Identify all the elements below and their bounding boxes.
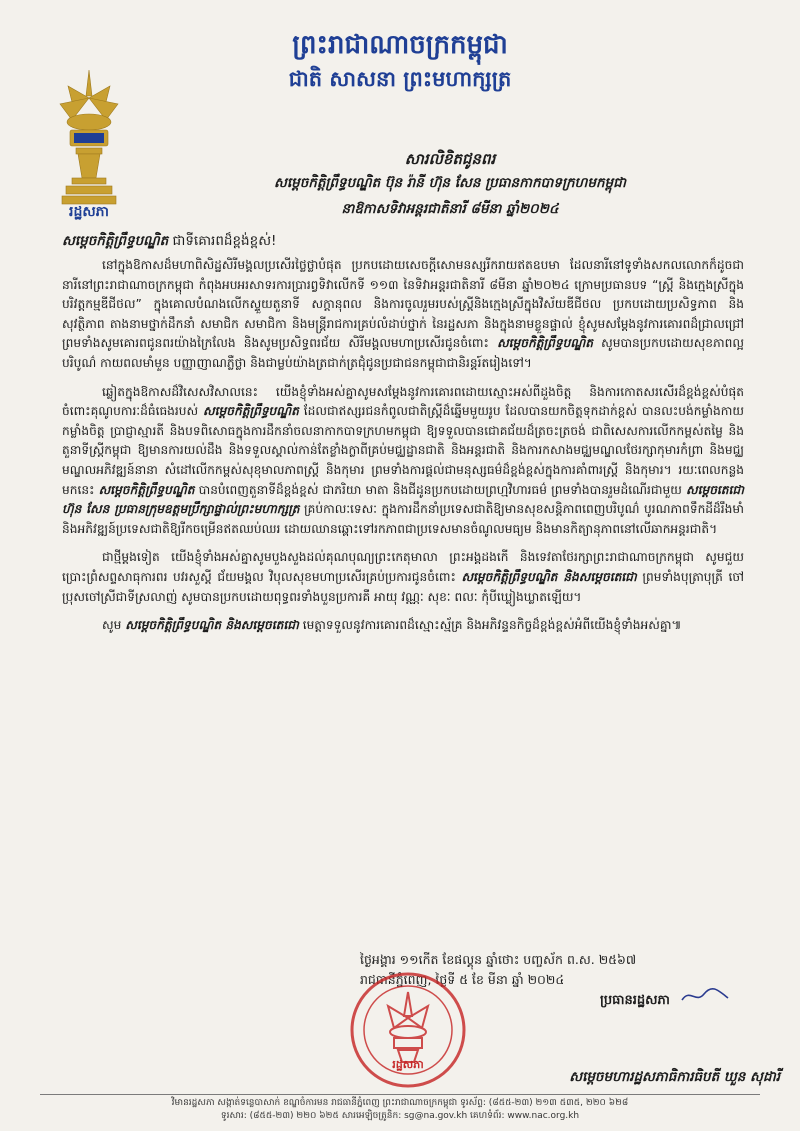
- footer-address: វិមានរដ្ឋសភា សង្កាត់ទន្លេបាសាក់ ខណ្ឌចំការមន រាជធានីភ្នំពេញ ព្រះរាជាណាចក្រកម្ពុជា ទូរស័ព្ទ: (៨៥៥-២៣) ២១៣ ៥៣៥, ២២០ ៦២៨: [171, 1098, 629, 1108]
- honorific-name: សម្តេចកិត្តិព្រឹទ្ធបណ្ឌិត: [497, 336, 593, 351]
- document-title: សារលិខិតជូនពរ: [404, 150, 496, 168]
- document-occasion: នាឱកាសទិវាអន្តរជាតិនារី ៨មីនា ឆ្នាំ២០២៤: [341, 201, 559, 217]
- document-recipient: សម្តេចកិត្តិព្រឹទ្ធបណ្ឌិត ប៊ុន រ៉ានី ហ៊ុន សែន ប្រធានកាកបាទក្រហមកម្ពុជា: [274, 175, 626, 191]
- honorific-name: សម្តេចតេជោ ហ៊ុន សែន ប្រធានក្រុមឧត្តមប្រឹក្សាផ្ទាល់ព្រះមហាក្សត្រ: [62, 482, 745, 517]
- seal-label: រដ្ឋសភា: [392, 1058, 424, 1071]
- kingdom-title: ព្រះរាជាណាចក្រកម្ពុជា: [292, 30, 508, 60]
- paragraph: [62, 256, 744, 374]
- footer-divider: [40, 1094, 760, 1095]
- national-motto: ជាតិ សាសនា ព្រះមហាក្សត្រ: [288, 66, 512, 91]
- footer: [40, 1097, 760, 1123]
- handwritten-signature: [680, 986, 730, 1006]
- honorific-name: សម្តេចកិត្តិព្រឹទ្ធបណ្ឌិត: [98, 482, 195, 497]
- paragraph-text: បានបំពេញតួនាទីដ៏ខ្ពង់ខ្ពស់ ជាភរិយា មាតា និងជីដូនប្រកបដោយព្រហ្មវិហារធម៌ ព្រមទាំងបានរួមដំណើរជាមួយ: [194, 482, 686, 497]
- paragraph-text: នៅក្នុងឱកាសដ៏មហាពិសិដ្ឋសិរីមង្គលប្រសើរថ្លៃថ្លាបំផុត ប្រកបដោយសេចក្តីសោមនស្សរីករាយឥតឧបមា ដែលនារីនៅទូទាំងសកលលោកក៏ដូចជានារីនៅព្រះរាជាណាចក្រកម្ពុជា កំពុងអបអរសាទរការប្រារព្វទិវាលើកទី ១១៣ នៃទិវាអន្តរជាតិនារី ៨មីនា ឆ្នាំ២០២៤ ក្រោមប្រធានបទ “ស្ត្រី និងក្មេងស្រីក្នុងបរិវត្តកម្មឌីជីថល” ក្នុងគោលបំណងលើកស្ទួយតួនាទី សក្តានុពល និងការចូលរួមរបស់ស្ត្រីនិងក្មេងស្រីក្នុងវិស័យឌីជីថល ប្រកបដោយប្រសិទ្ធភាព និងសុវត្ថិភាព តាងនាមថ្នាក់ដឹកនាំ សមាជិក សមាជិកា និងមន្ត្រីរាជការគ្រប់លំដាប់ថ្នាក់ នៃរដ្ឋសភា និងក្នុងនាមខ្លួនផ្ទាល់ ខ្ញុំសូមសម្តែងនូវការគោរពដ៏ជ្រាលជ្រៅ ព្រមទាំងសូមគោរពជូនពរយ៉ាងក្រៃលែង និងសូមប្រសិទ្ធពរជ័យ សិរីមង្គលមហាប្រសើរជូនចំពោះ: [62, 258, 744, 351]
- honorific-name: សម្តេចកិត្តិព្រឹទ្ធបណ្ឌិត និងសម្តេចតេជោ: [125, 618, 299, 633]
- solar-date: រាជធានីភ្នំពេញ, ថ្ងៃទី ៥ ខែ មីនា ឆ្នាំ ២០២៤: [360, 972, 565, 987]
- paragraph-text: គ្រប់កាលៈទេសៈ ក្នុងការដឹកនាំប្រទេសជាតិឱ្យមានសុខសន្តិភាពពេញបរិបូណ៌ បូរណភាពទឹកដីដ៏រឹងមាំ និងអភិវឌ្ឍន៍ប្រទេសជាតិឱ្យរីកចម្រើនឥតឈប់ឈរ ដោយឈានឆ្ពោះទៅរកភាពជាប្រទេសមានចំណូលមធ្យម និងមានកិត្យានុភាពនៅលើឆាកអន្តរជាតិ។: [62, 502, 744, 536]
- letter-body: [62, 256, 744, 645]
- paragraph-text: សូម: [102, 618, 126, 633]
- paragraph-text: សូមបានប្រកបដោយសុខភាពល្អបរិបូណ៌ កាយពលមាំមួន បញ្ញាញាណភ្លឺថ្លា និងជាម្លប់យ៉ាងត្រជាក់ត្រជុំជូនប្រជាជនកម្ពុជាជានិរន្តរ៍តរៀងទៅ។: [62, 336, 744, 370]
- salutation-name: សម្តេចកិត្តិព្រឹទ្ធបណ្ឌិត: [62, 233, 169, 249]
- lunar-date: ថ្ងៃអង្គារ ១១កើត ខែផល្គុន ឆ្នាំថោះ បញ្ចស័ក ព.ស. ២៥៦៧: [360, 952, 637, 967]
- paragraph-text: ដែលជាឥស្សរជនកំពូលជាតិស្ត្រីដ៏ឆ្នើមមួយរូប ដែលបានយកចិត្តទុកដាក់ខ្ពស់ បានលះបង់កម្លាំងកាយ កម្លាំងចិត្ត ប្រាជ្ញាស្មារតី និងបទពិសោធក្នុងការដឹកនាំចលនាកាកបាទក្រហមកម្ពុជា ឱ្យទទួលបានជោគជ័យដ៏ត្រចះត្រចង់ ជាពិសេសការលើកកម្ពស់តម្លៃ និងតួនាទីស្ត្រីកម្ពុជា ឱ្យមានការយល់ដឹង និងទទួលស្គាល់កាន់តែខ្លាំងក្លាពីគ្រប់មជ្ឈដ្ឋានជាតិ និងអន្តរជាតិ និងការកសាងមជ្ឈមណ្ឌលថែរក្សាកុមារកំព្រា និងមជ្ឈមណ្ឌលអភិវឌ្ឍន៍នានា សំដៅលើកកម្ពស់សុខុមាលភាពស្ត្រី និងកុមារ ព្រមទាំងការផ្តល់ជាមនុស្សធម៌ដ៏ខ្ពង់ខ្ពស់ក្នុងការគាំពារស្ត្រី និងកុមារ។ រយៈពេលកន្លងមកនេះ: [62, 404, 744, 497]
- signatory-name: សម្តេចមហារដ្ឋសភាធិការធិបតី ឃួន សុដារី: [569, 1069, 780, 1085]
- paragraph: [62, 383, 744, 540]
- paragraph-text: ព្រមទាំងបុត្រាបុត្រី ចៅប្រុសចៅស្រីជាទីស្រលាញ់ សូមបានប្រកបដោយពុទ្ធពរទាំងបួនប្រការគឺ អាយុ វណ្ណៈ សុខៈ ពលៈ កុំបីឃ្លៀងឃ្លាតឡើយ។: [62, 569, 744, 604]
- salutation: [62, 232, 276, 252]
- paragraph-text: ជាថ្មីម្តងទៀត យើងខ្ញុំទាំងអស់គ្នាសូមបួងសួងដល់គុណបុណ្យព្រះកេតុមាលា ព្រះអង្គដងកើ និងទេវតាថែរក្សាព្រះរាជាណាចក្រកម្ពុជា សូមជួយប្រោះព្រំសព្ទសាធុការពរ បវរសួស្តី ជ័យមង្គល វិបុលសុខមហាប្រសើរគ្រប់ប្រការជូនចំពោះ: [62, 550, 744, 584]
- honorific-name: សម្តេចកិត្តិព្រឹទ្ធបណ្ឌិត និងសម្តេចតេជោ: [461, 569, 637, 584]
- paragraph: [62, 548, 744, 607]
- national-assembly-emblem: [56, 66, 122, 216]
- paragraph-text: ឆ្លៀតក្នុងឱកាសដ៏វិសេសវិសាលនេះ យើងខ្ញុំទាំងអស់គ្នាសូមសម្តែងនូវការគោរពដោយស្មោះអស់ពីដួងចិត្ត និងការកោតសរសើរដ៏ខ្ពង់ខ្ពស់បំផុតចំពោះគុណូបការៈដ៏ធំធេងរបស់: [62, 384, 744, 419]
- assembly-label: រដ្ឋសភា: [69, 204, 109, 220]
- footer-contact: ទូរសារ: (៨៥៥-២៣) ២២០ ៦២៥ សារអេឡិចត្រូនិក: sg@na.gov.kh គេហទំព័រ: www.nac.org.kh: [220, 1111, 580, 1121]
- paragraph: [62, 616, 744, 636]
- salutation-rest: ជាទីគោរពដ៏ខ្ពង់ខ្ពស់!: [168, 233, 277, 249]
- signatory-title: ប្រធានរដ្ឋសភា: [600, 993, 670, 1008]
- honorific-name: សម្តេចកិត្តិព្រឹទ្ធបណ្ឌិត: [203, 404, 299, 419]
- paragraph-text: មេត្តាទទួលនូវការគោរពដ៏ស្មោះស្ម័គ្រ និងអភិវន្ទនកិច្ចដ៏ខ្ពង់ខ្ពស់អំពីយើងខ្ញុំទាំងអស់គ្នា៕: [298, 618, 682, 633]
